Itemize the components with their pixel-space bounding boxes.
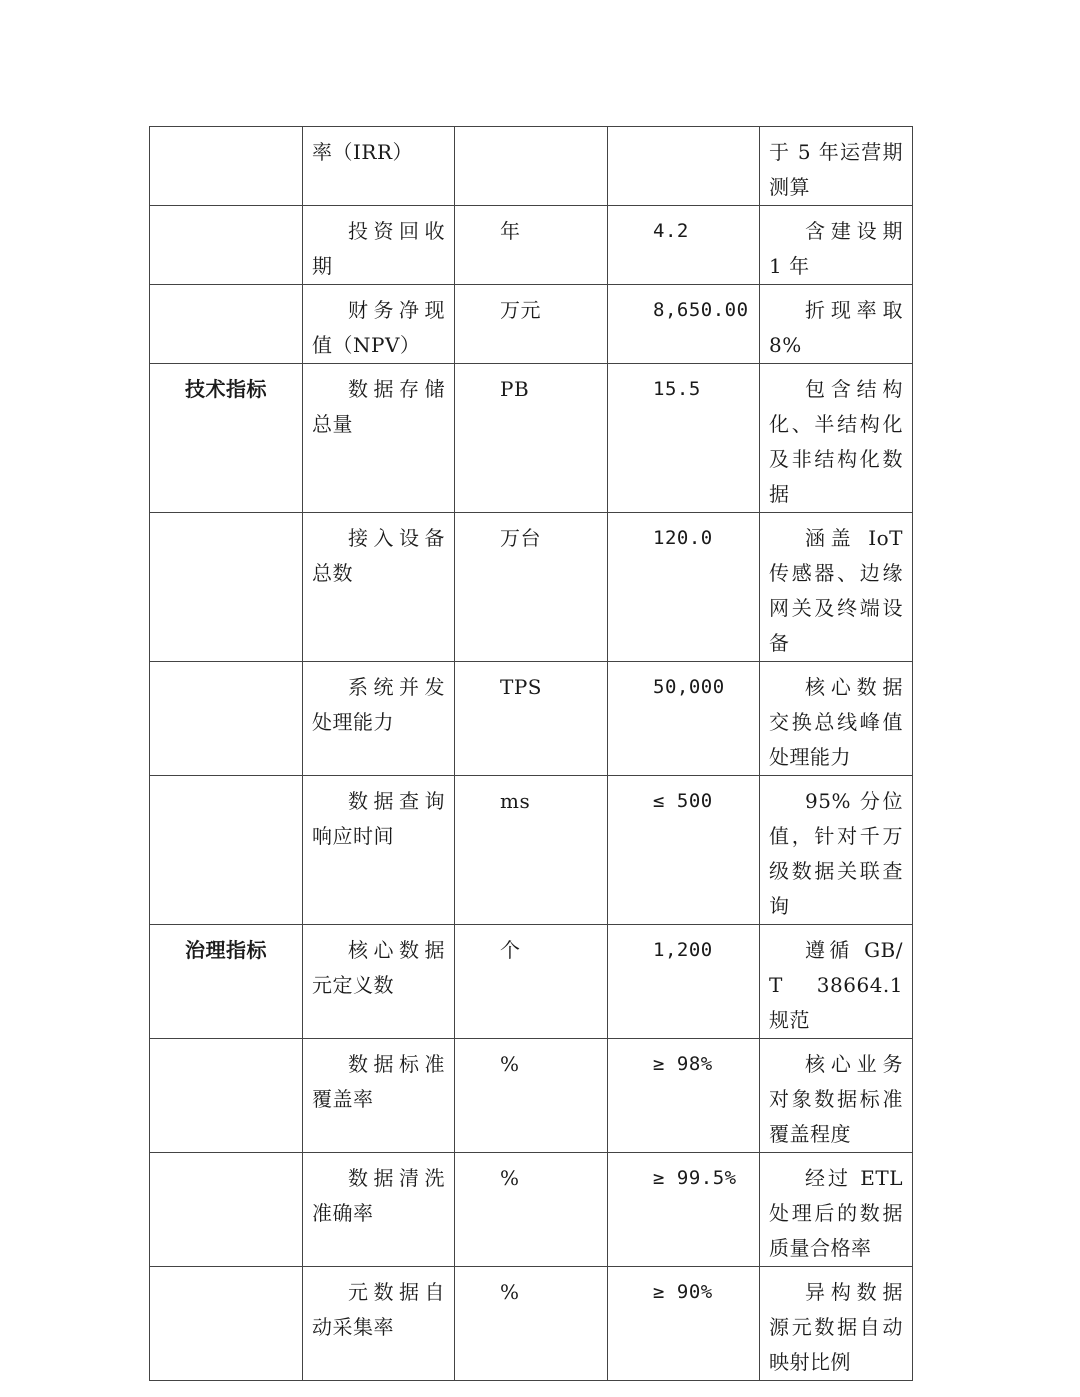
unit-cell: 个	[455, 925, 608, 1039]
category-cell	[150, 1267, 303, 1381]
category-cell	[150, 206, 303, 285]
metric-cell: 数据查询响应时间	[303, 776, 455, 925]
table-row	[150, 1267, 913, 1381]
note-cell: 核心数据交换总线峰值处理能力	[760, 662, 913, 776]
value-cell: 120.0	[608, 513, 760, 662]
note-cell: 折现率取 8%	[760, 285, 913, 364]
metric-cell: 系统并发处理能力	[303, 662, 455, 776]
table-row	[150, 776, 913, 925]
table-row	[150, 662, 913, 776]
note-cell: 含建设期 1 年	[760, 206, 913, 285]
note-cell: 核心业务对象数据标准覆盖程度	[760, 1039, 913, 1153]
category-cell: 技术指标	[150, 364, 303, 513]
metric-cell: 元数据自动采集率	[303, 1267, 455, 1381]
value-cell: 4.2	[608, 206, 760, 285]
metric-cell: 接入设备总数	[303, 513, 455, 662]
unit-cell	[455, 127, 608, 206]
table-row	[150, 285, 913, 364]
unit-cell: PB	[455, 364, 608, 513]
table-row	[150, 364, 913, 513]
metric-cell: 财务净现值（NPV）	[303, 285, 455, 364]
category-cell	[150, 513, 303, 662]
category-cell	[150, 776, 303, 925]
category-cell	[150, 285, 303, 364]
note-cell: 于 5 年运营期测算	[760, 127, 913, 206]
category-cell: 治理指标	[150, 925, 303, 1039]
note-cell: 遵循 GB/T 38664.1 规范	[760, 925, 913, 1039]
metric-cell: 数据标准覆盖率	[303, 1039, 455, 1153]
value-cell: 8,650.00	[608, 285, 760, 364]
category-cell	[150, 1039, 303, 1153]
unit-cell: TPS	[455, 662, 608, 776]
value-cell: ≤ 500	[608, 776, 760, 925]
unit-cell: 年	[455, 206, 608, 285]
table-row	[150, 1153, 913, 1267]
unit-cell: ms	[455, 776, 608, 925]
metric-cell: 投资回收期	[303, 206, 455, 285]
metric-cell: 数据清洗准确率	[303, 1153, 455, 1267]
note-cell: 经过 ETL 处理后的数据质量合格率	[760, 1153, 913, 1267]
value-cell: 15.5	[608, 364, 760, 513]
indicator-table-wrapper	[149, 126, 913, 1381]
unit-cell: 万元	[455, 285, 608, 364]
metric-cell: 数据存储总量	[303, 364, 455, 513]
table-row	[150, 513, 913, 662]
unit-cell: %	[455, 1153, 608, 1267]
table-row	[150, 925, 913, 1039]
value-cell: ≥ 98%	[608, 1039, 760, 1153]
value-cell: ≥ 99.5%	[608, 1153, 760, 1267]
unit-cell: %	[455, 1267, 608, 1381]
value-cell: 50,000	[608, 662, 760, 776]
category-cell	[150, 127, 303, 206]
note-cell: 涵盖 IoT 传感器、边缘网关及终端设备	[760, 513, 913, 662]
note-cell: 95% 分位值，针对千万级数据关联查询	[760, 776, 913, 925]
table-row	[150, 127, 913, 206]
unit-cell: 万台	[455, 513, 608, 662]
category-cell	[150, 662, 303, 776]
unit-cell: %	[455, 1039, 608, 1153]
value-cell	[608, 127, 760, 206]
metric-cell: 率（IRR）	[303, 127, 455, 206]
table-row	[150, 1039, 913, 1153]
category-cell	[150, 1153, 303, 1267]
value-cell: 1,200	[608, 925, 760, 1039]
note-cell: 异构数据源元数据自动映射比例	[760, 1267, 913, 1381]
metric-cell: 核心数据元定义数	[303, 925, 455, 1039]
note-cell: 包含结构化、半结构化及非结构化数据	[760, 364, 913, 513]
indicator-table	[149, 126, 913, 1381]
table-row	[150, 206, 913, 285]
value-cell: ≥ 90%	[608, 1267, 760, 1381]
